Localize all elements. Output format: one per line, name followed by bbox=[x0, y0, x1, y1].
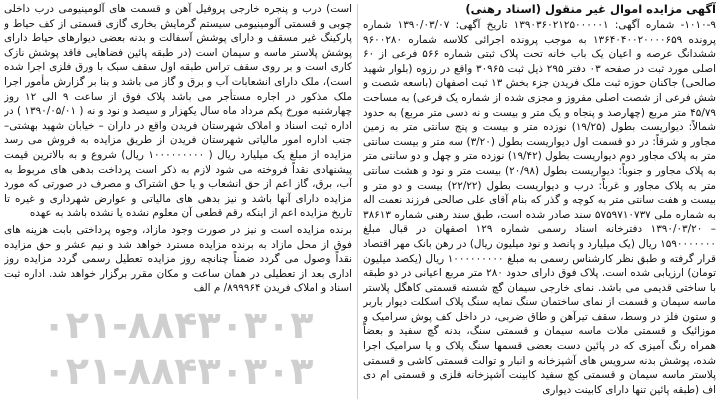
watermark-block bbox=[4, 302, 352, 400]
watermark-phone-repeat: ۰۲۱-۸۸۴۳۰۳۰۳ bbox=[42, 348, 314, 393]
right-column bbox=[363, 2, 716, 402]
right-paragraph-1: ۱۰۱۰-۹- شماره آگهی: ۱۳۹۰۳۶۰۲۱۲۵۰۰۰۰۰۱ تاریخ آگهی: ۱۳۹۰/۰۳/۰۷ شماره پرونده ۱۳۶۴۰۴۰۰۲۰۰۰۰۶۵۹ به موجب پرونده اجرائی کلاسه شماره ۹۶۰۰۲۸۰ ششدانگ عرصه و اعیان یک باب خانه تحت پلاک ثبتی شماره ۵۶۶ فرعی از ۶۰ اصلی مورد ثبت در صفحه ۰۳ دفتر ۲۹۵ ذیل ثبت ۳۰۹۶۵ واقع در رزوه (بلوار شهید صالحی) جاکنان حوزه ثبت ملک فریدن جزء بخش ۱۳ ثبت اصفهان (باسعه شصت و شش فرعی از شصت اصلی مفروز و مجزی شده از شماره یک فرعی) به مساحت ۴۵/۷۹ متر مربع (چهارصد و پنجاه و یک متر و بیست و نه دسی متر مربع) به حدود شمالاً: دیواریست بطول (۱۹/۲۵) نوزده متر و بیست و پنج سانتی متر به زمین مجاور و شرقاً: در دو قسمت اول دیواریست بطول (۳/۲۰) سه متر و بیست سانتی متر به پلاک مجاور دوم دیواریست بطول (۱۹/۴۲) نوزده متر و چهل و دو سانتی متر به پلاک مجاور و جنوباً: دیواریست بطول (۲۰/۹۸) بیست متر و نود و هشت سانتی متر به پلاک مجاور و غرباً: درب و دیواریست بطول (۲۲/۲۲) بیست و دو متر و بیست و هفت سانتی متر به کوچه و گذر که بنام آقای علی صالحی فرزند نعمت اله به شماره ملی ۵۷۵۹۷۱۰۷۳۷ سند صادر شده است، طبق سند رهنی شماره ۳۸۶۱۳ – ۱۳۹۰/۰۳/۲۰ دفترخانه اسناد رسمی شماره ۱۲۹ اصفهان در قبال مبلغ ۱۵۹۰۰۰۰۰۰۰ ریال (یک میلیارد و پانصد و نود میلیون ریال) در رهن بانک مهر اقتصاد قرار گرفته و طبق نظر کارشناس رسمی به مبلغ ۱۰۰۰۰۰۰۰۰۰ ریال (یکصد میلیون تومان) ارزیابی شده است. پلاک فوق دارای حدود ۲۸۰ متر مربع اعیانی در دو طبقه با ساختی قدیمی می باشد. نمای خارجی سیمان گچ شسته قسمتی کاهگل پلاستر ماسه سیمان و قسمت از نمای ساختمان سنگ نمایه سنگ پلاک اسکلت دیوار باربر و ستون فلز در وسط، سقف تیرآهن و طاق ضربی، در داخل کف پوش سرامیک و موزائیک و قسمتی ملات ماسه سیمان و قسمتی سنگ، بدنه گچ سفید و بعضاً همراه رنگ آمیزی که در پائین دست بعضی قسمها سنگ پلاک و یا سرامیک اجرا شده، پوشش بدنه سرویس های آشپزخانه و انبار و توالت قسمتی کاشی و قسمتی پلاستر ماسه سیمان و قسمتی کچ سفید کابینت آشپزخانه فلزی و قسمتی ام دی اف (طبقه پائین تنها دارای کابینت دیواری bbox=[363, 19, 716, 396]
notice-title: آگهی مزایده اموال غیر منقول (اسناد رهنی) bbox=[465, 2, 716, 16]
watermark-phone: ۰۲۱-۸۸۴۳۰۳۰۳ bbox=[42, 302, 314, 347]
left-paragraph-2: برنده مزایده است و نیز در صورت وجود مازاد، وجوه پرداختی بابت هزینه های فوق از محل مازاد به برنده مزایده مسترد خواهد شد و نیم عشر و حق مزایده نقداً وصول می گردد ضمناً چنانچه روز مزایده تعطیل رسمی گردد مزایده روز اداری بعد از تعطیلی در همان ساعت و مکان مقرر برگزار خواهد شد. اداره ثبت اسناد و املاک فریدن ۸۹۹۹۶۴/ م الف bbox=[4, 223, 352, 295]
left-column bbox=[4, 2, 352, 402]
column-divider bbox=[357, 4, 358, 399]
left-paragraph-1: است) درب و پنجره خارجی پروفیل آهن و قسمت های آلومینیومی درب داخلی چوبی و قسمتی آلومینیومی سیستم گرمایش بخاری گازی قسمتی از کف حیاط و پارکینگ غیر مسقف و دارای پوشش آسفالت و بدنه بعضی دیوارهای حیاط دارای پوشش پلاستر ماسه و سیمان است (در طبقه پائین فضاهایی فاقد پوشش نازک کاری است و بر روی سقف تراس طبقه اول سقف سبک با ورق فلزی اجرا شده است)، ملک دارای انشعابات آب و برق و گاز می باشد و بنا بر گزارش مأمور اجرا ملک مذکور در اجاره مستأجر می باشد پلاک فوق از ساعت ۹ الی ۱۲ روز چهارشنبه مورخ پکم مرداد ماه سال یکهزار و سیصد و نود و نه ( ۱۳۹۰/۰۵/۰۱ ) در اداره ثبت اسناد و املاک شهرستان فریدن واقع در داران – خیابان شهید بهشتی–جنب اداره امور مالیاتی شهرستان فریدن از طریق مزایده به فروش می رسد مزایده از مبلغ یک میلیارد ریال ( ۱۰۰۰۰۰۰۰۰۰ ریال) شروع و به بالاترین قیمت پیشنهادی نقداً فروخته می شود لازم به ذکر است پرداخت بدهی های مربوط به آب، برق، گاز اعم از حق انشعاب و یا حق اشتراک و مصرف در صورتی که مورد مزایده دارای آنها باشد و نیز بدهی های مالیاتی و عوارض شهرداری و غیره تا تاریخ مزایده اعم از اینکه رقم قطعی آن معلوم نشده یا نشده باشد به عهده bbox=[4, 3, 352, 220]
